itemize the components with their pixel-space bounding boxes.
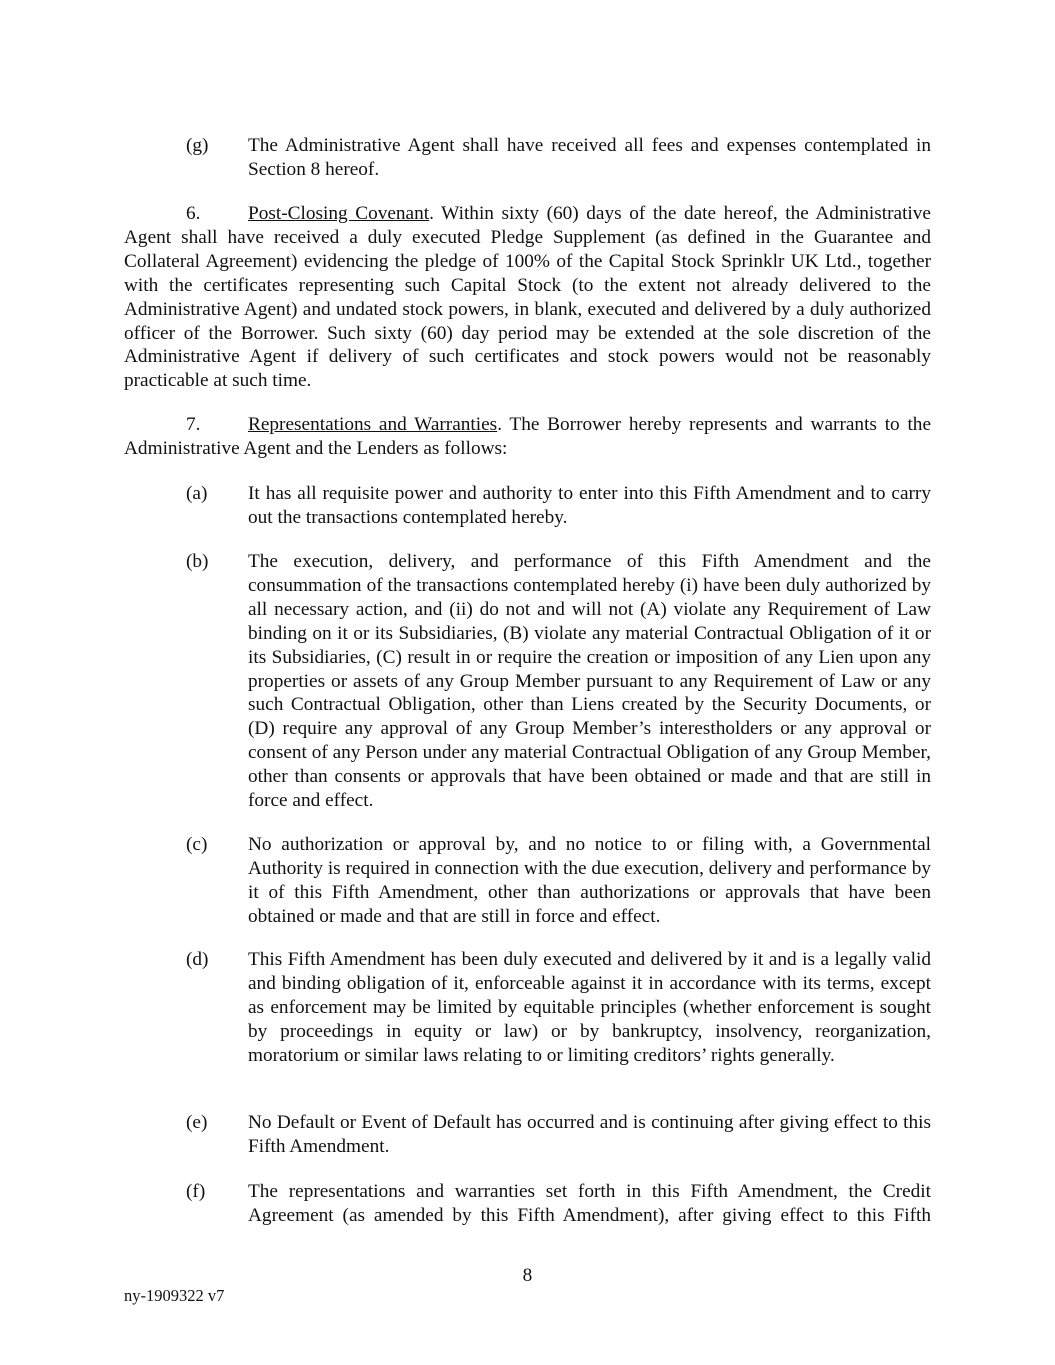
section-body: . The Borrower hereby represents and warrants to the Administrative Agent and the Lenders as follows: <box>124 414 932 459</box>
item-label: (g) <box>186 135 209 156</box>
item-text: The Administrative Agent shall have received all fees and expenses contemplated in Section 8 hereof. <box>248 135 931 180</box>
item-label: (f) <box>186 1181 206 1202</box>
section-7 <box>124 413 931 461</box>
item-text: The representations and warranties set forth in this Fifth Amendment, the Credit Agreement (as amended by this Fifth Amendment), after giving effect to this Fifth <box>248 1181 931 1226</box>
item-text: The execution, delivery, and performance of this Fifth Amendment and the consummation of the transactions contemplated hereby (i) have been duly authorized by all necessary action, and (ii) do not and will not (A) violate any Requirement of Law binding on it or its Subsidiaries, (B) violate any material Contractual Obligation of it or its Subsidiaries, (C) result in or require the creation or imposition of any Lien upon any properties or assets of any Group Member pursuant to any Requirement of Law or any such Contractual Obligation, other than Liens created by the Security Documents, or (D) require any approval of any Group Member’s interestholders or any approval or consent of any Person under any material Contractual Obligation of any Group Member, other than consents or approvals that have been obtained or made and that are still in force and effect. <box>248 551 931 812</box>
item-label: (b) <box>186 551 209 572</box>
section-number: 6. <box>186 203 201 224</box>
item-label: (c) <box>186 834 208 855</box>
item-text: No Default or Event of Default has occurred and is continuing after giving effect to this Fifth Amendment. <box>248 1112 931 1157</box>
item-text: No authorization or approval by, and no notice to or filing with, a Governmental Authority is required in connection with the due execution, delivery and performance by it of this Fifth Amendment, other than authorizations or approvals that have been obtained or made and that are still in force and effect. <box>248 834 931 927</box>
section-number: 7. <box>186 414 201 435</box>
item-label: (a) <box>186 483 208 504</box>
item-text: It has all requisite power and authority to enter into this Fifth Amendment and to carry out the transactions contemplated hereby. <box>248 483 931 528</box>
section-heading: Post-Closing Covenant <box>248 203 430 224</box>
section-body: . Within sixty (60) days of the date hereof, the Administrative Agent shall have received a duly executed Pledge Supplement (as defined in the Guarantee and Collateral Agreement) evidencing the pledge of 100% of the Capital Stock Sprinklr UK Ltd., together with the certificates representing such Capital Stock (to the extent not already delivered to the Administrative Agent) and undated stock powers, in blank, executed and delivered by a duly authorized officer of the Borrower. Such sixty (60) day period may be extended at the sole discretion of the Administrative Agent if delivery of such certificates and stock powers would not be reasonably practicable at such time. <box>124 203 931 392</box>
item-text: This Fifth Amendment has been duly executed and delivered by it and is a legally valid and binding obligation of it, enforceable against it in accordance with its terms, except as enforcement may be limited by equitable principles (whether enforcement is sought by proceedings in equity or law) or by bankruptcy, insolvency, reorganization, moratorium or similar laws relating to or limiting creditors’ rights generally. <box>248 949 931 1066</box>
section-heading: Representations and Warranties <box>248 414 498 435</box>
item-label: (d) <box>186 949 209 970</box>
item-label: (e) <box>186 1112 208 1133</box>
section-6 <box>124 202 931 393</box>
document-id: ny-1909322 v7 <box>124 1286 225 1305</box>
page-number: 8 <box>522 1265 533 1286</box>
